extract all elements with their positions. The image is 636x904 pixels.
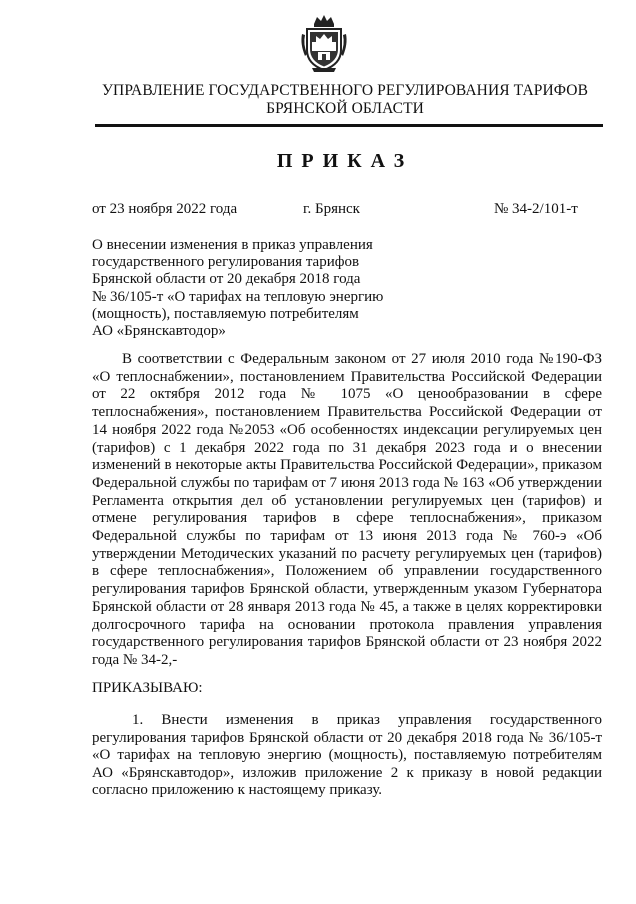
order-item-1: 1. Внести изменения в приказ управления государственного регулирования тарифов Брянской области от 20 декабря 2018 года № 36/105-т «О тарифах на тепловую энергию (мощность), поставляемую потребителям АО «Брянскавтодор», изложив приложение 2 к приказу в новой редакции согласно приложению к настоящему приказу. xyxy=(92,712,602,798)
header-divider xyxy=(95,124,603,127)
subject-line: (мощность), поставляемую потребителям xyxy=(92,305,359,322)
coat-of-arms-icon xyxy=(298,12,350,74)
subject-line: АО «Брянскавтодор» xyxy=(92,323,226,340)
organization-name-line-2: БРЯНСКОЙ ОБЛАСТИ xyxy=(266,100,424,117)
order-directive-heading: ПРИКАЗЫВАЮ: xyxy=(92,680,203,696)
subject-line: Брянской области от 20 декабря 2018 года xyxy=(92,271,361,288)
subject-line: О внесении изменения в приказ управления xyxy=(92,237,373,253)
document-title: ПРИКАЗ xyxy=(276,150,414,172)
order-subject xyxy=(92,237,422,340)
subject-line: государственного регулирования тарифов xyxy=(92,254,360,271)
order-city: г. Брянск xyxy=(303,201,360,217)
preamble-paragraph: В соответствии с Федеральным законом от 27 июля 2010 года №190-ФЗ «О теплоснабжении», постановлением Правительства Российской Федерации от 22 октября 2012 года № 1075 «О ценообразовании в сфере теплоснабжения», постановлением Правительства Российской Федерации от 14 ноября 2022 года №2053 «Об особенностях индексации регулируемых цен (тарифов) с 1 декабря 2022 года по 31 декабря 2023 года и о внесении изменений в некоторые акты Правительства Российской Федерации», приказом Федеральной службы по тарифам от 7 июня 2013 года № 163 «Об утверждении Регламента открытия дел об установлении регулируемых цен (тарифов) и отмене регулирования тарифов в сфере теплоснабжения», приказом Федеральной службы по тарифам от 13 июня 2013 года № 760-э «Об утверждении Методических указаний по расчету регулируемых цен (тарифов) в сфере теплоснабжения», Положением об управлении государственного регулирования тарифов Брянской области, утвержденным указом Губернатора Брянской области от 28 января 2013 года № 45, а также в целях корректировки долгосрочного тарифа на основании протокола правления управления государственного регулирования тарифов Брянской области от 23 ноября 2022 года № 34-2,- xyxy=(92,351,602,668)
organization-name-line-1: УПРАВЛЕНИЕ ГОСУДАРСТВЕННОГО РЕГУЛИРОВАНИЯ ТАРИФОВ xyxy=(101,82,589,99)
order-number: № 34-2/101-т xyxy=(494,201,578,217)
subject-line: № 36/105-т «О тарифах на тепловую энергию xyxy=(92,288,384,305)
order-date: от 23 ноября 2022 года xyxy=(92,201,238,217)
